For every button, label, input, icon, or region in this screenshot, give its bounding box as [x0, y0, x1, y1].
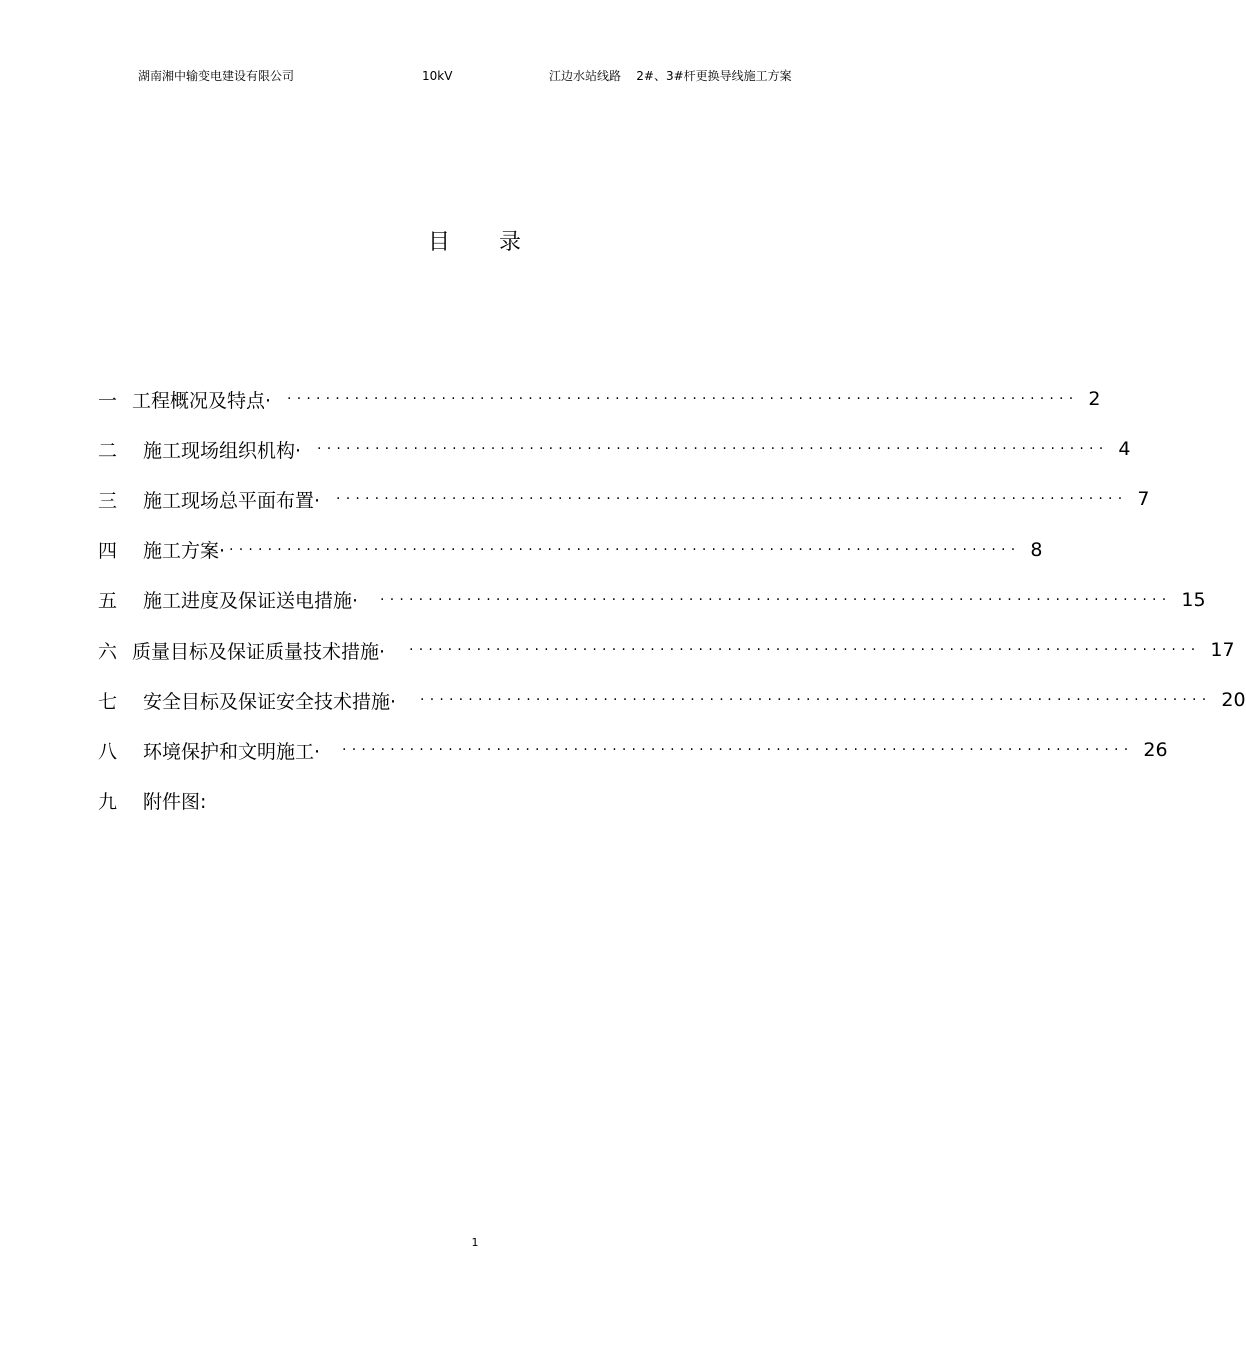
toc-leader-dots: ··················································································: [420, 692, 1212, 709]
toc-entry[interactable]: [98, 525, 1043, 575]
toc-entry-number: 四: [98, 540, 118, 563]
toc-entry-label: 施工现场总平面布置·: [143, 489, 321, 512]
toc-entry-label: 环境保护和文明施工·: [143, 740, 321, 763]
toc-entry-number: 八: [98, 740, 118, 763]
toc-leader-dots: ··················································································: [287, 391, 1079, 408]
toc-entry-number: 五: [98, 590, 118, 613]
toc-entry[interactable]: [98, 776, 850, 826]
toc-entry-number: 三: [98, 489, 118, 512]
toc-entry-label: 安全目标及保证安全技术措施·: [143, 690, 397, 713]
toc-entry-label: 施工方案·: [143, 540, 226, 563]
toc-entry[interactable]: [98, 424, 1131, 474]
toc-entry-label: 施工现场组织机构·: [143, 439, 302, 462]
toc-entry[interactable]: [98, 474, 1150, 524]
toc-title: [0, 226, 950, 260]
toc-entry-number: 六: [98, 640, 118, 663]
toc-entry-number: 一: [98, 389, 118, 412]
toc-title-char-1: 目: [427, 230, 451, 255]
toc-leader-dots: ··················································································: [317, 441, 1109, 458]
toc-entry[interactable]: [98, 625, 1235, 675]
toc-entry-page: 2: [1088, 388, 1101, 411]
toc-entry[interactable]: [98, 725, 1168, 775]
toc-entry-page: 17: [1210, 639, 1235, 662]
toc-entry-page: 4: [1118, 438, 1131, 461]
toc-leader-dots: ··················································································: [336, 491, 1128, 508]
toc-entry[interactable]: [98, 575, 1206, 625]
toc-entry-label: 附件图:: [143, 791, 207, 814]
toc-entry-label: 工程概况及特点·: [132, 389, 272, 412]
page-footer: [0, 1236, 950, 1249]
toc-entry[interactable]: [98, 374, 1101, 424]
header-company: 湖南湘中输变电建设有限公司: [138, 69, 295, 83]
toc-entry-number: 七: [98, 690, 118, 713]
toc-entry-number: 九: [98, 791, 118, 814]
toc-entry-number: 二: [98, 439, 118, 462]
toc-leader-dots: ··················································································: [229, 541, 1021, 558]
toc-leader-dots: ··················································································: [342, 742, 1134, 759]
toc-entry-page: 20: [1221, 689, 1246, 712]
header-project: 江边水站线路 2#、3#杆更换导线施工方案: [549, 69, 792, 83]
page-header: [0, 66, 950, 86]
toc-entry-page: 15: [1181, 588, 1206, 611]
header-voltage: 10kV: [422, 69, 453, 83]
toc-leader-dots: ··················································································: [380, 591, 1172, 608]
toc-title-char-2: 录: [499, 230, 523, 255]
table-of-contents: [98, 374, 1246, 826]
toc-entry-page: 7: [1137, 488, 1150, 511]
toc-entry-label: 施工进度及保证送电措施·: [143, 590, 359, 613]
toc-entry-label: 质量目标及保证质量技术措施·: [132, 640, 386, 663]
toc-entry[interactable]: [98, 675, 1246, 725]
toc-entry-page: 8: [1030, 538, 1043, 561]
toc-leader-dots: ··················································································: [409, 642, 1201, 659]
page-number: 1: [471, 1236, 479, 1249]
toc-entry-page: 26: [1143, 739, 1168, 762]
